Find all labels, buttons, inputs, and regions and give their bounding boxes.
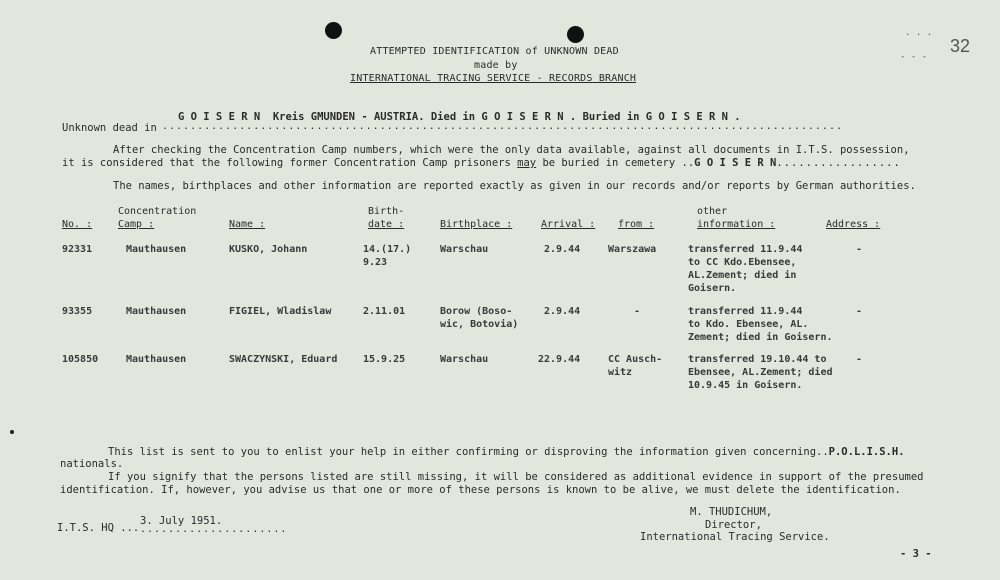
punch-hole-left	[325, 22, 342, 39]
closing-p2-line1: If you signify that the persons listed are still missing, it will be considered as additional evidence in support of the presumed	[108, 471, 924, 483]
row-1-other-2: to CC Kdo.Ebensee,	[688, 257, 797, 268]
row-2-other-3: Zement; died in Goisern.	[688, 332, 833, 343]
header-title: ATTEMPTED IDENTIFICATION of UNKNOWN DEAD	[370, 46, 619, 57]
intro-line-2-text: it is considered that the following former Concentration Camp prisoners	[62, 157, 518, 169]
row-3-from-2: witz	[608, 367, 633, 378]
its-hq-leader: .....................	[140, 524, 288, 535]
row-3-name: SWACZYNSKI, Eduard	[229, 354, 338, 365]
col-header-address: Address :	[826, 219, 881, 230]
header-branch: INTERNATIONAL TRACING SERVICE - RECORDS BRANCH	[350, 73, 637, 84]
row-3-other-2: Ebensee, AL.Zement; died	[688, 367, 833, 378]
unknown-dead-leader: .................................................................................................	[162, 121, 843, 132]
row-2-birthplace-2: wic, Botovia)	[440, 319, 519, 330]
row-2-from: -	[634, 306, 641, 317]
intro-line-3: The names, birthplaces and other information are reported exactly as given in our records and/or reports by German authorities.	[113, 180, 916, 192]
closing-p1-line1	[108, 446, 905, 458]
row-1-arrival: 2.9.44	[544, 244, 581, 255]
row-2-birthdate: 2.11.01	[363, 306, 406, 317]
its-hq-date: 3. July 1951.	[140, 515, 223, 527]
row-3-birthplace: Warschau	[440, 354, 489, 365]
signature-title: Director,	[705, 519, 762, 531]
unknown-dead-label: Unknown dead in	[62, 122, 157, 134]
row-3-other-3: 10.9.45 in Goisern.	[688, 380, 803, 391]
col-header-camp-top: Concentration	[118, 206, 197, 217]
col-header-birth-top: Birth-	[368, 206, 405, 217]
col-header-camp: Camp :	[118, 219, 155, 230]
signature-org: International Tracing Service.	[640, 531, 830, 543]
col-header-birthplace: Birthplace :	[440, 219, 513, 230]
punch-hole-right	[567, 26, 584, 43]
row-2-other-2: to Kdo. Ebensee, AL.	[688, 319, 809, 330]
col-header-from: from :	[618, 219, 655, 230]
row-1-birthdate-2: 9.23	[363, 257, 388, 268]
intro-line-2-mid: be buried in cemetery ..	[536, 157, 695, 169]
row-2-birthplace-1: Borow (Boso-	[440, 306, 513, 317]
row-1-birthplace: Warschau	[440, 244, 489, 255]
closing-nationality: P.O.L.I.S.H.	[828, 446, 905, 458]
intro-may: may	[517, 157, 537, 169]
row-1-address: -	[856, 244, 863, 255]
row-1-from: Warszawa	[608, 244, 657, 255]
col-header-other: information :	[697, 219, 776, 230]
row-3-arrival: 22.9.44	[538, 354, 581, 365]
intro-line-2	[62, 157, 901, 169]
corner-dots: . . .	[905, 28, 933, 38]
row-3-no: 105850	[62, 354, 99, 365]
cemetery-name: G O I S E R N	[694, 157, 777, 169]
row-1-name: KUSKO, Johann	[229, 244, 308, 255]
signature-name: M. THUDICHUM,	[690, 506, 773, 518]
unknown-dead-location: G O I S E R N Kreis GMUNDEN - AUSTRIA. Died in G O I S E R N . Buried in G O I S E R N .	[178, 111, 741, 123]
corner-dashes: - - -	[900, 52, 928, 62]
row-3-other-1: transferred 19.10.44 to	[688, 354, 827, 365]
row-2-no: 93355	[62, 306, 93, 317]
row-2-arrival: 2.9.44	[544, 306, 581, 317]
row-1-camp: Mauthausen	[126, 244, 187, 255]
closing-p1-text: This list is sent to you to enlist your help in either confirming or disproving the information given concerning..	[108, 446, 829, 458]
closing-p2-line2: identification. If, however, you advise us that one or more of these persons is known to be alive, we must delete the identification.	[60, 484, 901, 496]
row-1-no: 92331	[62, 244, 93, 255]
row-1-other-1: transferred 11.9.44	[688, 244, 803, 255]
row-2-name: FIGIEL, Wladislaw	[229, 306, 332, 317]
col-header-name: Name :	[229, 219, 266, 230]
row-2-other-1: transferred 11.9.44	[688, 306, 803, 317]
row-3-birthdate: 15.9.25	[363, 354, 406, 365]
its-hq-label: I.T.S. HQ ...	[57, 522, 140, 534]
margin-dot	[10, 430, 14, 434]
row-1-birthdate-1: 14.(17.)	[363, 244, 412, 255]
page-number: - 3 -	[900, 548, 932, 560]
row-2-address: -	[856, 306, 863, 317]
row-2-camp: Mauthausen	[126, 306, 187, 317]
row-1-other-3: AL.Zement; died in	[688, 270, 797, 281]
row-1-other-4: Goisern.	[688, 283, 737, 294]
corner-page-number: 32	[950, 36, 971, 56]
col-header-no: No. :	[62, 219, 93, 230]
intro-line-1: After checking the Concentration Camp numbers, which were the only data available, against all documents in I.T.S. possession,	[113, 144, 910, 156]
row-3-address: -	[856, 354, 863, 365]
closing-p1-line2: nationals.	[60, 458, 124, 470]
cemetery-leader: .................	[776, 157, 901, 169]
row-3-from-1: CC Ausch-	[608, 354, 663, 365]
row-3-camp: Mauthausen	[126, 354, 187, 365]
col-header-birthdate: date :	[368, 219, 405, 230]
col-header-other-top: other	[697, 206, 728, 217]
header-made-by: made by	[474, 60, 518, 71]
col-header-arrival: Arrival :	[541, 219, 596, 230]
